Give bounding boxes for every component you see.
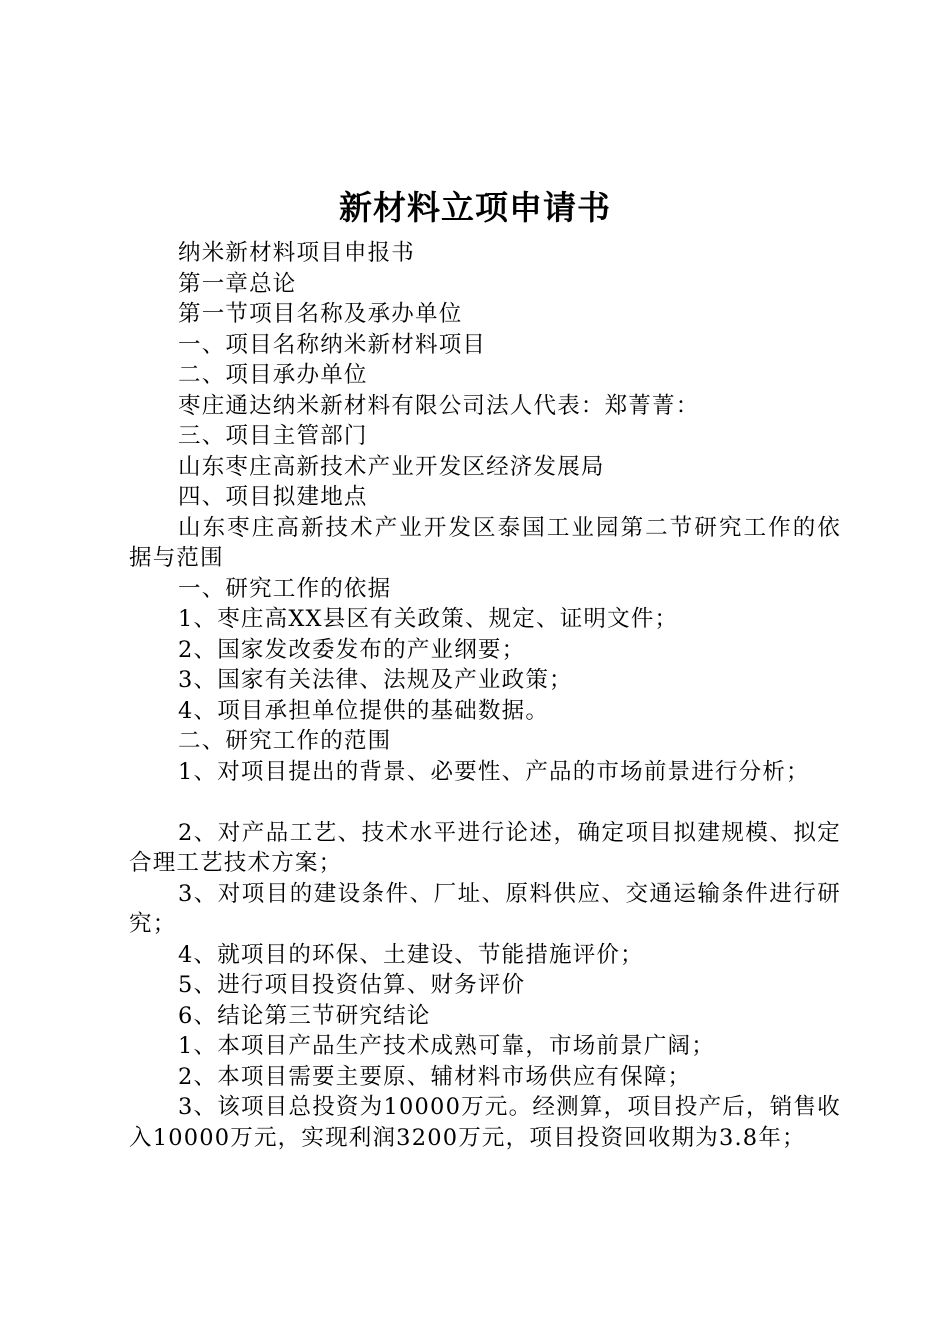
blank-line: [129, 787, 841, 818]
paragraph: 山东枣庄高新技术产业开发区经济发展局: [178, 453, 605, 480]
paragraph: 1、对项目提出的背景、必要性、产品的市场前景进行分析；: [178, 758, 810, 785]
paragraph: 第一节项目名称及承办单位: [178, 301, 463, 327]
paragraph: 4、就项目的环保、土建设、节能措施评价；: [178, 941, 644, 968]
paragraph: 3、对项目的建设条件、厂址、原料供应、交通运输条件进行研究；: [129, 880, 841, 937]
paragraph: 6、结论第三节研究结论: [178, 1002, 431, 1029]
paragraph: 3、该项目总投资为10000万元。经测算，项目投产后，销售收入10000万元，实现利润3200万元，项目投资回收期为3.8年；: [129, 1094, 841, 1151]
paragraph: 1、本项目产品生产技术成熟可靠，市场前景广阔；: [178, 1033, 715, 1059]
document-title: 新材料立项申请书: [339, 188, 611, 227]
paragraph: 2、国家发改委发布的产业纲要；: [178, 636, 526, 663]
paragraph: 纳米新材料项目申报书: [178, 240, 416, 266]
document-body: [129, 238, 841, 1153]
paragraph: 2、对产品工艺、技术水平进行论述，确定项目拟建规模、拟定合理工艺技术方案；: [129, 819, 841, 876]
paragraph: 4、项目承担单位提供的基础数据。: [178, 697, 550, 724]
paragraph: 四、项目拟建地点: [178, 484, 368, 510]
paragraph: 第一章总论: [178, 270, 297, 297]
paragraph: 5、进行项目投资估算、财务评价: [178, 972, 526, 998]
paragraph: 3、国家有关法律、法规及产业政策；: [178, 667, 573, 693]
paragraph: 二、项目承办单位: [178, 362, 368, 388]
paragraph: 一、项目名称纳米新材料项目: [178, 331, 487, 358]
paragraph: 三、项目主管部门: [178, 423, 368, 449]
paragraph: 1、枣庄高XX县区有关政策、规定、证明文件；: [178, 606, 679, 632]
paragraph: 山东枣庄高新技术产业开发区泰国工业园第二节研究工作的依据与范围: [129, 514, 841, 571]
paragraph: 一、研究工作的依据: [178, 575, 392, 602]
paragraph: 2、本项目需要主要原、辅材料市场供应有保障；: [178, 1063, 692, 1090]
paragraph: 枣庄通达纳米新材料有限公司法人代表：郑菁菁：: [178, 392, 700, 419]
paragraph: 二、研究工作的范围: [178, 728, 392, 754]
